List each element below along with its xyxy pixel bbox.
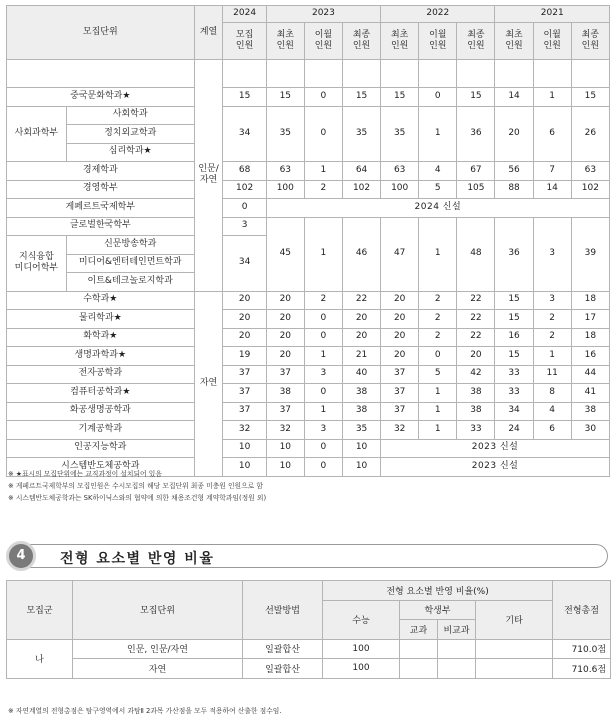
val: 20 [381, 328, 419, 347]
val: 15 [342, 88, 380, 107]
val: 6 [533, 106, 571, 162]
val: 0 [304, 328, 342, 347]
sub-unit: 이트&테크놀로지학과 [66, 273, 194, 292]
blank-row [7, 60, 610, 88]
note-line: ※ 게페르트국제학부의 모집인원은 수시모집의 해당 모집단위 최종 미충원 인원으로 함 [8, 482, 263, 490]
val: 2 [304, 180, 342, 199]
val: 63 [571, 162, 609, 181]
unit-name: 화학과★ [7, 328, 195, 347]
val: 1 [533, 347, 571, 366]
val: 20 [381, 347, 419, 366]
header-initial: 최초 인원 [495, 23, 533, 60]
table-row [7, 291, 610, 310]
val: 33 [457, 421, 495, 440]
ratio-note: ※ 자연계열의 전형총점은 탐구영역에서 과탐Ⅱ 2과목 가산점을 모두 적용하여 산출한 점수임. [8, 707, 282, 715]
table-row [7, 106, 610, 125]
admission-stats-table [6, 5, 610, 477]
ratio-table [6, 580, 611, 679]
val: 22 [457, 310, 495, 329]
val: 19 [223, 347, 266, 366]
other-value [476, 639, 553, 659]
val: 10 [342, 439, 380, 458]
header-initial: 최초 인원 [381, 23, 419, 60]
val: 32 [266, 421, 304, 440]
header-initial: 최초 인원 [266, 23, 304, 60]
val: 18 [571, 328, 609, 347]
non-subject-value [438, 639, 476, 659]
sub-unit: 심리학과★ [66, 143, 194, 162]
val: 39 [571, 217, 609, 291]
val: 15 [571, 88, 609, 107]
val: 40 [342, 365, 380, 384]
val: 0 [304, 106, 342, 162]
section-title: 전형 요소별 반영 비율 [60, 551, 215, 567]
val: 10 [342, 458, 380, 477]
unit-name: 기계공학과 [7, 421, 195, 440]
val: 102 [342, 180, 380, 199]
header-method: 선발방법 [243, 581, 323, 640]
header-carried: 이월 인원 [304, 23, 342, 60]
val: 36 [457, 106, 495, 162]
val: 38 [457, 384, 495, 403]
suneung-value: 100 [323, 659, 400, 679]
val: 20 [223, 291, 266, 310]
non-subject-value [438, 659, 476, 679]
val: 44 [571, 365, 609, 384]
table-row [7, 402, 610, 421]
val: 3 [533, 217, 571, 291]
val: 1 [419, 402, 457, 421]
val: 42 [457, 365, 495, 384]
val: 38 [571, 402, 609, 421]
val: 56 [495, 162, 533, 181]
unit-name: 글로벌한국학부 [7, 217, 195, 236]
val: 5 [419, 180, 457, 199]
val: 35 [342, 421, 380, 440]
other-value [476, 659, 553, 679]
val: 37 [223, 365, 266, 384]
val: 38 [342, 402, 380, 421]
sub-unit: 미디어&엔터테인먼트학과 [66, 254, 194, 273]
val: 4 [533, 402, 571, 421]
val: 34 [495, 402, 533, 421]
unit-name: 전자공학과 [7, 365, 195, 384]
header-track: 계열 [194, 6, 223, 60]
val: 21 [342, 347, 380, 366]
table-row [7, 217, 610, 236]
header-carried: 이월 인원 [419, 23, 457, 60]
val: 20 [266, 291, 304, 310]
val: 1 [419, 384, 457, 403]
header-total: 전형총점 [553, 581, 611, 640]
header-school: 학생부 [400, 600, 476, 620]
header-group: 모집군 [7, 581, 73, 640]
header-year-2023: 2023 [266, 6, 380, 23]
val: 36 [495, 217, 533, 291]
unit-name: 자연 [73, 659, 243, 679]
table-row [7, 199, 610, 218]
val: 7 [533, 162, 571, 181]
val: 0 [304, 384, 342, 403]
val: 102 [223, 180, 266, 199]
unit-group: 사회과학부 [7, 106, 67, 162]
val: 0 [223, 199, 266, 218]
val: 2 [419, 328, 457, 347]
sub-unit: 정치외교학과 [66, 125, 194, 144]
val: 1 [304, 162, 342, 181]
val: 46 [342, 217, 380, 291]
val: 10 [223, 439, 266, 458]
header-year-2022: 2022 [381, 6, 495, 23]
val: 88 [495, 180, 533, 199]
val: 10 [266, 439, 304, 458]
header-recruit: 모집 인원 [223, 23, 266, 60]
val: 2 [419, 310, 457, 329]
val: 3 [304, 365, 342, 384]
header-ratio: 전형 요소별 반영 비율(%) [323, 581, 553, 601]
val: 20 [495, 106, 533, 162]
val: 15 [223, 88, 266, 107]
table-row [7, 328, 610, 347]
val: 41 [571, 384, 609, 403]
val: 20 [381, 291, 419, 310]
table-row [7, 162, 610, 181]
unit-name: 중국문화학과★ [7, 88, 195, 107]
val: 32 [381, 421, 419, 440]
group-value: 나 [7, 639, 73, 678]
val: 0 [419, 88, 457, 107]
method-value: 일괄합산 [243, 659, 323, 679]
val: 37 [381, 402, 419, 421]
val: 64 [342, 162, 380, 181]
subject-value [400, 659, 438, 679]
unit-name: 화공생명공학과 [7, 402, 195, 421]
val: 14 [533, 180, 571, 199]
val: 38 [342, 384, 380, 403]
val: 22 [457, 328, 495, 347]
val: 10 [266, 458, 304, 477]
header-year-2021: 2021 [495, 6, 610, 23]
header-carried: 이월 인원 [533, 23, 571, 60]
val: 22 [342, 291, 380, 310]
val: 26 [571, 106, 609, 162]
new-note: 2024 신설 [266, 199, 609, 218]
val: 20 [342, 328, 380, 347]
note-line: ※ ★표시의 모집단위에는 교직과정이 설치되어 있음 [8, 470, 162, 478]
track-humanities: 인문/ 자연 [194, 60, 223, 292]
table-row [7, 88, 610, 107]
val: 0 [304, 310, 342, 329]
val: 1 [304, 402, 342, 421]
val: 15 [457, 88, 495, 107]
val: 1 [304, 347, 342, 366]
val: 16 [571, 347, 609, 366]
table-row [7, 421, 610, 440]
val: 20 [266, 328, 304, 347]
table-row [7, 365, 610, 384]
val: 37 [223, 384, 266, 403]
sub-unit: 신문방송학과 [66, 236, 194, 255]
val: 0 [304, 439, 342, 458]
val: 18 [571, 291, 609, 310]
unit-name: 인문, 인문/자연 [73, 639, 243, 659]
val: 14 [495, 88, 533, 107]
subject-value [400, 639, 438, 659]
val: 20 [223, 310, 266, 329]
table-row [7, 659, 611, 679]
val: 24 [495, 421, 533, 440]
unit-name: 물리학과★ [7, 310, 195, 329]
val: 34 [223, 236, 266, 292]
val: 20 [381, 310, 419, 329]
val: 6 [533, 421, 571, 440]
val: 15 [495, 291, 533, 310]
total-value: 710.0점 [553, 639, 611, 659]
val: 1 [419, 421, 457, 440]
header-unit: 모집단위 [73, 581, 243, 640]
table-row [7, 439, 610, 458]
unit-group: 지식융합 미디어학부 [7, 236, 67, 292]
val: 20 [457, 347, 495, 366]
val: 0 [304, 88, 342, 107]
val: 15 [495, 310, 533, 329]
val: 100 [381, 180, 419, 199]
table-notes [8, 468, 608, 504]
val: 20 [266, 310, 304, 329]
val: 3 [223, 217, 266, 236]
val: 63 [381, 162, 419, 181]
val: 2 [304, 291, 342, 310]
val: 2 [533, 310, 571, 329]
val: 35 [342, 106, 380, 162]
table-row [7, 384, 610, 403]
val: 22 [457, 291, 495, 310]
val: 100 [266, 180, 304, 199]
val: 3 [533, 291, 571, 310]
val: 33 [495, 365, 533, 384]
val: 15 [495, 347, 533, 366]
val: 37 [381, 365, 419, 384]
val: 47 [381, 217, 419, 291]
val: 1 [419, 106, 457, 162]
section-header [6, 541, 610, 571]
val: 17 [571, 310, 609, 329]
val: 48 [457, 217, 495, 291]
val: 11 [533, 365, 571, 384]
table-row [7, 310, 610, 329]
val: 38 [266, 384, 304, 403]
val: 5 [419, 365, 457, 384]
val: 37 [266, 402, 304, 421]
sub-unit: 사회학과 [66, 106, 194, 125]
header-final: 최종 인원 [342, 23, 380, 60]
val: 4 [419, 162, 457, 181]
header-subject: 교과 [400, 620, 438, 640]
val: 15 [381, 88, 419, 107]
val: 0 [304, 458, 342, 477]
val: 102 [571, 180, 609, 199]
section-number: 4 [6, 541, 36, 571]
val: 32 [223, 421, 266, 440]
val: 37 [223, 402, 266, 421]
val: 1 [304, 217, 342, 291]
unit-name: 인공지능학과 [7, 439, 195, 458]
val: 63 [266, 162, 304, 181]
val: 37 [266, 365, 304, 384]
unit-name: 컴퓨터공학과★ [7, 384, 195, 403]
val: 16 [495, 328, 533, 347]
table-row [7, 639, 611, 659]
note-line: ※ 시스템반도체공학과는 SK하이닉스와의 협약에 의한 채용조건형 계약학과임(정원 외) [8, 494, 267, 502]
val: 2 [533, 328, 571, 347]
header-suneung: 수능 [323, 600, 400, 639]
val: 68 [223, 162, 266, 181]
val: 2 [419, 291, 457, 310]
val: 8 [533, 384, 571, 403]
table-row [7, 180, 610, 199]
val: 3 [304, 421, 342, 440]
val: 67 [457, 162, 495, 181]
total-value: 710.6점 [553, 659, 611, 679]
val: 15 [266, 88, 304, 107]
table-row [7, 347, 610, 366]
new-note: 2023 신설 [381, 439, 610, 458]
header-unit: 모집단위 [7, 6, 195, 60]
val: 1 [533, 88, 571, 107]
val: 10 [223, 458, 266, 477]
val: 37 [381, 384, 419, 403]
val: 20 [342, 310, 380, 329]
header-other: 기타 [476, 600, 553, 639]
val: 45 [266, 217, 304, 291]
val: 1 [419, 217, 457, 291]
val: 35 [381, 106, 419, 162]
val: 38 [457, 402, 495, 421]
val: 30 [571, 421, 609, 440]
unit-name: 시스템반도체공학과 [7, 458, 195, 477]
suneung-value: 100 [323, 639, 400, 659]
val: 35 [266, 106, 304, 162]
method-value: 일괄합산 [243, 639, 323, 659]
header-final: 최종 인원 [571, 23, 609, 60]
unit-name: 생명과학과★ [7, 347, 195, 366]
header-non-subject: 비교과 [438, 620, 476, 640]
unit-name: 경제학과 [7, 162, 195, 181]
unit-name: 게페르트국제학부 [7, 199, 195, 218]
val: 34 [223, 106, 266, 162]
track-science: 자연 [194, 291, 223, 476]
new-note: 2023 신설 [381, 458, 610, 477]
unit-name: 수학과★ [7, 291, 195, 310]
unit-name: 경영학부 [7, 180, 195, 199]
header-final: 최종 인원 [457, 23, 495, 60]
val: 0 [419, 347, 457, 366]
val: 33 [495, 384, 533, 403]
header-year-2024: 2024 [223, 6, 266, 23]
val: 105 [457, 180, 495, 199]
val: 20 [266, 347, 304, 366]
val: 20 [223, 328, 266, 347]
